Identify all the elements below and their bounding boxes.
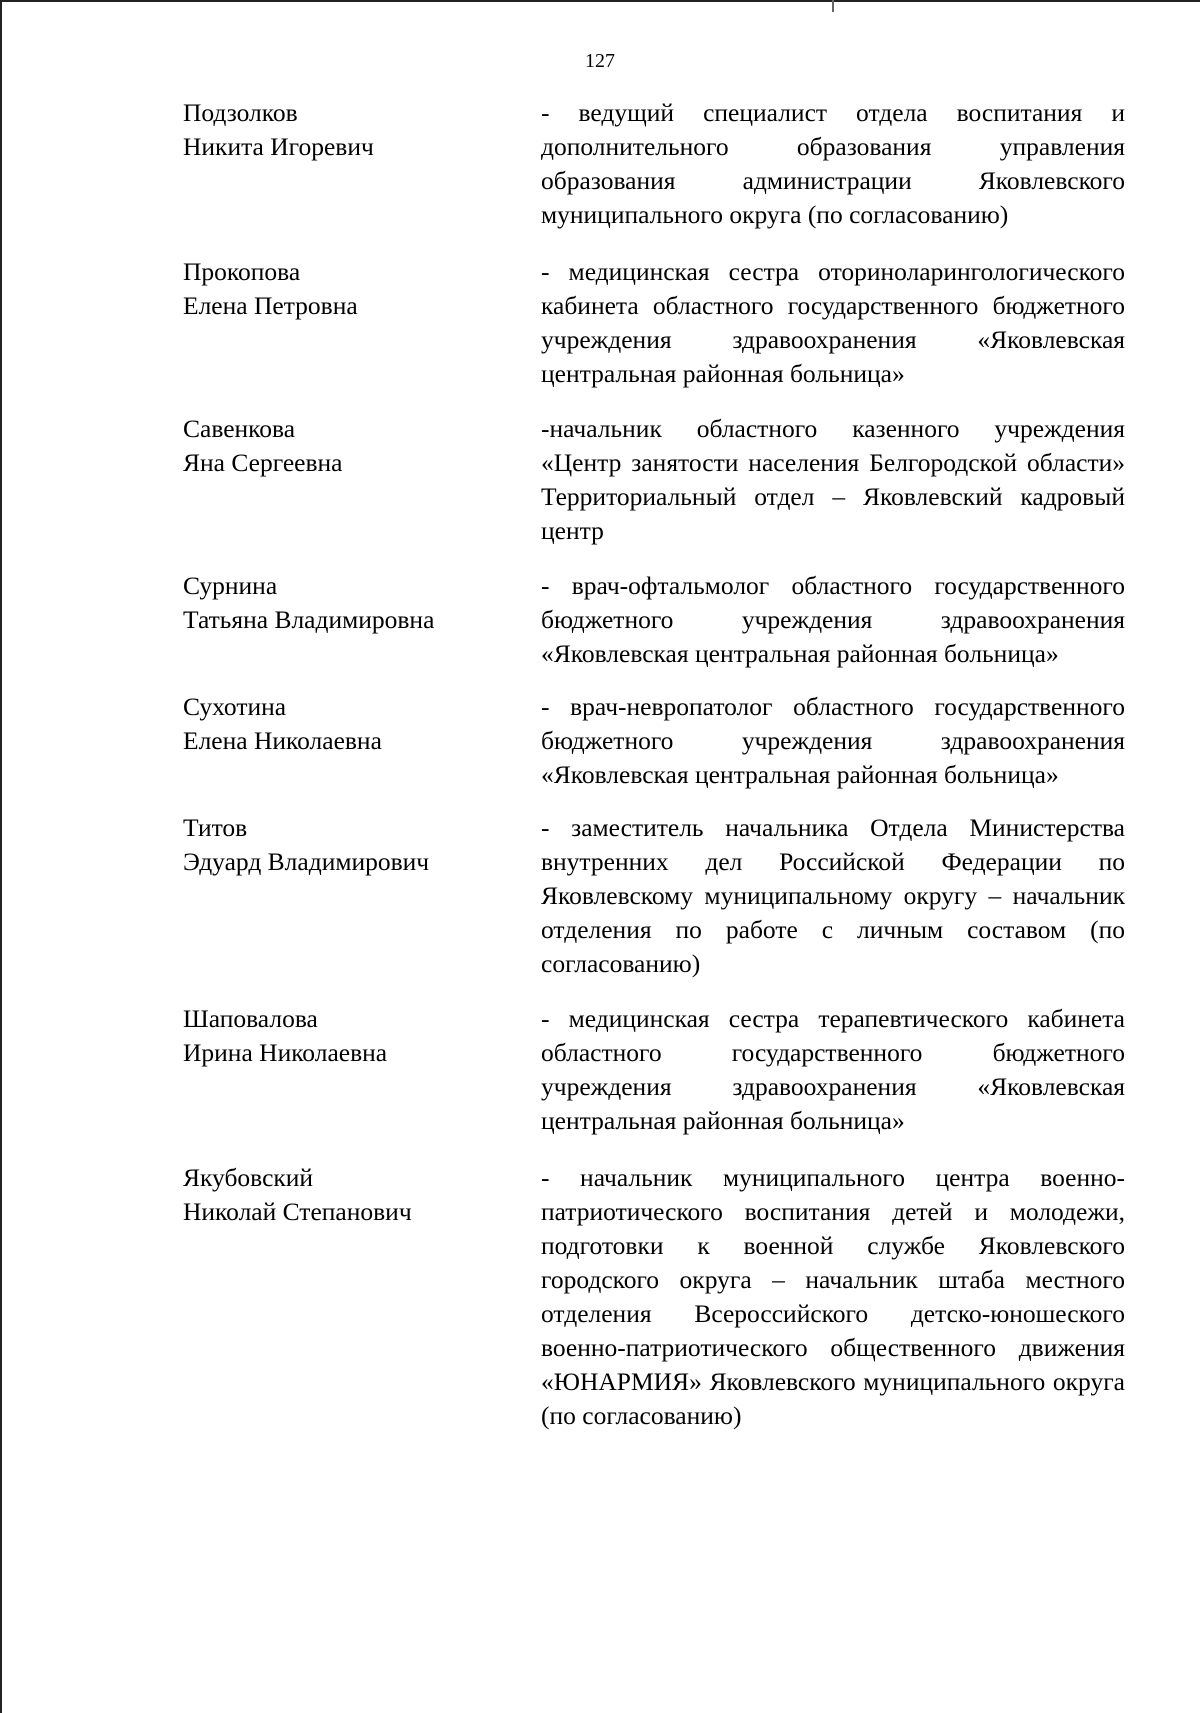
scan-mark bbox=[832, 0, 834, 12]
member-position: - ведущий специалист отдела воспитания и дополнительного образования управления образования администрации Яковлевского муниципального округа (по согласованию) bbox=[541, 98, 1125, 229]
member-surname: Титов bbox=[183, 813, 248, 842]
member-list bbox=[183, 96, 1125, 1433]
member-given-name: Яна Сергеевна bbox=[183, 448, 343, 477]
member-entry bbox=[183, 569, 1125, 671]
member-surname: Якубовский bbox=[183, 1163, 314, 1192]
member-name bbox=[183, 412, 541, 548]
member-given-name: Елена Петровна bbox=[183, 291, 358, 320]
member-name bbox=[183, 690, 541, 792]
member-given-name: Никита Игоревич bbox=[183, 132, 374, 161]
member-given-name: Эдуард Владимирович bbox=[183, 847, 430, 876]
member-surname: Савенкова bbox=[183, 414, 296, 443]
member-given-name: Елена Николаевна bbox=[183, 726, 382, 755]
member-given-name: Ирина Николаевна bbox=[183, 1038, 388, 1067]
member-entry bbox=[183, 690, 1125, 792]
scan-edge-top bbox=[0, 0, 1200, 2]
member-given-name: Татьяна Владимировна bbox=[183, 605, 435, 634]
member-entry bbox=[183, 96, 1125, 232]
scan-edge-left bbox=[0, 0, 2, 1713]
member-position: - заместитель начальника Отдела Министерства внутренних дел Российской Федерации по Яковлевскому муниципальному округу – начальник отделения по работе с личным составом (по согласованию) bbox=[541, 813, 1125, 978]
member-position: - медицинская сестра оториноларингологического кабинета областного государственного бюджетного учреждения здравоохранения «Яковлевская центральная районная больница» bbox=[541, 257, 1125, 388]
member-name bbox=[183, 569, 541, 671]
member-surname: Прокопова bbox=[183, 257, 301, 286]
member-name bbox=[183, 96, 541, 232]
page-number: 127 bbox=[585, 50, 615, 72]
member-surname: Шаповалова bbox=[183, 1004, 318, 1033]
member-entry bbox=[183, 412, 1125, 548]
member-position: - медицинская сестра терапевтического кабинета областного государственного бюджетного учреждения здравоохранения «Яковлевская центральная районная больница» bbox=[541, 1004, 1125, 1135]
member-surname: Сухотина bbox=[183, 692, 287, 721]
member-name bbox=[183, 1161, 541, 1433]
member-entry bbox=[183, 811, 1125, 981]
member-name bbox=[183, 811, 541, 981]
member-given-name: Николай Степанович bbox=[183, 1197, 412, 1226]
member-position: - врач-невропатолог областного государственного бюджетного учреждения здравоохранения «Яковлевская центральная районная больница» bbox=[541, 692, 1125, 789]
member-surname: Подзолков bbox=[183, 98, 298, 127]
member-entry bbox=[183, 255, 1125, 391]
member-name bbox=[183, 255, 541, 391]
member-entry bbox=[183, 1161, 1125, 1433]
member-surname: Сурнина bbox=[183, 571, 278, 600]
member-name bbox=[183, 1002, 541, 1138]
member-entry bbox=[183, 1002, 1125, 1138]
member-position: - начальник муниципального центра военно-патриотического воспитания детей и молодежи, подготовки к военной службе Яковлевского городского округа – начальник штаба местного отделения Всероссийского детско-юношеского военно-патриотического общественного движения «ЮНАРМИЯ» Яковлевского муниципального округа (по согласованию) bbox=[541, 1163, 1125, 1430]
member-position: -начальник областного казенного учреждения «Центр занятости населения Белгородской области» Территориальный отдел – Яковлевский кадровый центр bbox=[541, 414, 1125, 545]
member-position: - врач-офтальмолог областного государственного бюджетного учреждения здравоохранения «Яковлевская центральная районная больница» bbox=[541, 571, 1125, 668]
